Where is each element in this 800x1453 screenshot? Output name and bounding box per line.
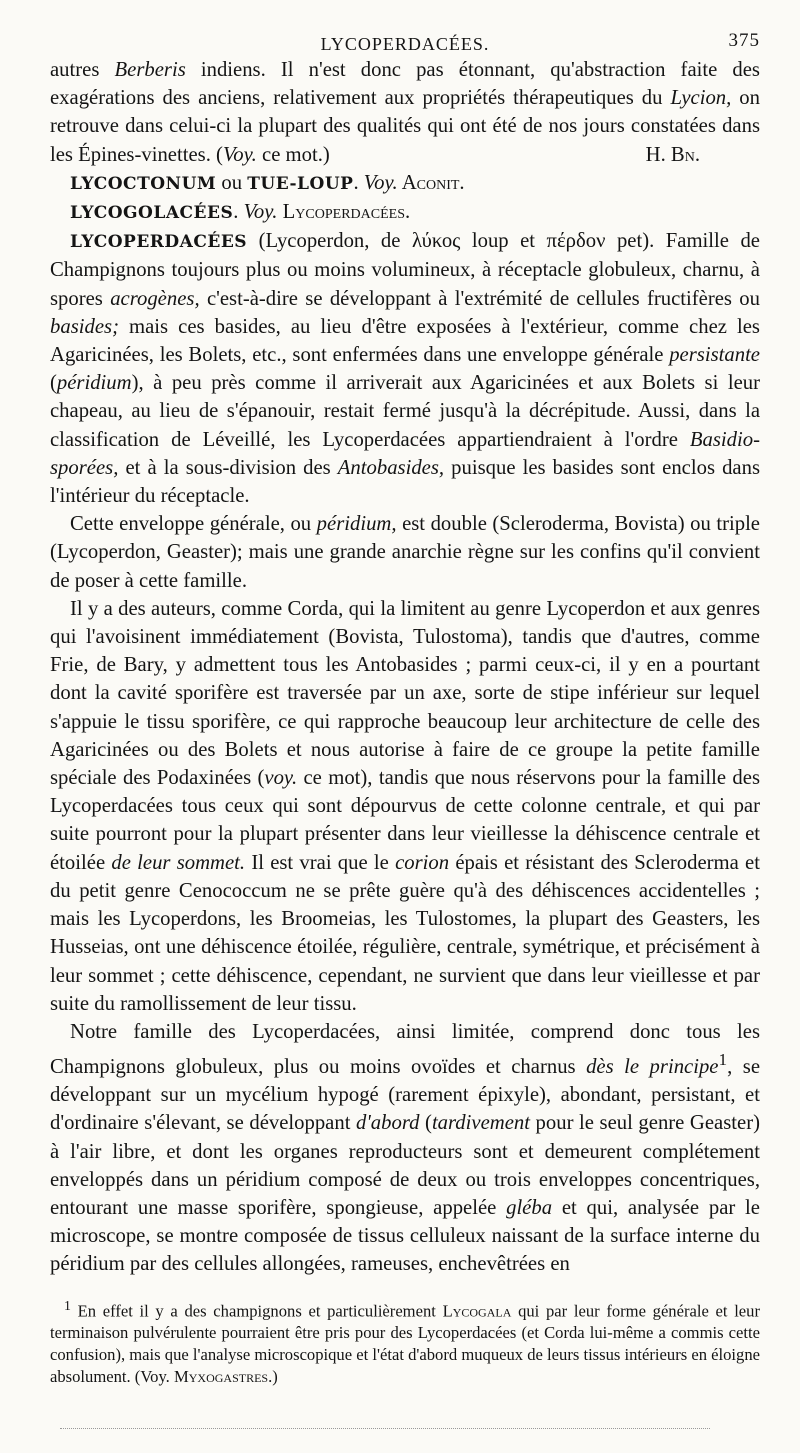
running-title: LYCOPERDACÉES.: [320, 34, 490, 54]
entry-lycoctonum: LYCOCTONUM ou TUE-LOUP. Voy. Aconit.: [70, 171, 465, 194]
entry-headword: LYCOCTONUM: [70, 173, 217, 194]
paragraph-lycion-end: autres Berberis indiens. Il n'est donc pas étonnant, qu'abstraction faite des exagérations des anciens, relativement aux propriétés thérapeutiques du Lycion, on retrouve dans celui-ci la plupart des qualités qui ont été de nos jours constatées dans les Épines-vinettes. (Voy. ce mot.) H. Bn.: [50, 56, 760, 169]
bottom-dotted-rule: [60, 1428, 710, 1429]
footnotes: [50, 1295, 760, 1389]
paragraph-famille: Notre famille des Lycoperdacées, ainsi limitée, comprend donc tous les Champignons globuleux, plus ou moins ovoïdes et charnus dès le principe$^1$, se développant sur un mycélium hypogé (rarement épixyle), abondant, persistant, et d'ordinaire s'élevant, se développant d'abord (tardivement pour le seul genre Geaster) à l'air libre, et dont les organes reproducteurs sont et demeurent complétement enveloppés dans un péridium composé de deux ou trois enveloppes concentriques, entourant une masse sporifère, spongieuse, appelée gléba et qui, analysée par le microscope, se montre composée de tissus celluleux naissant de la surface interne du péridium par des cellules allongées, rameuses, enchevêtrées en: [50, 1020, 761, 1276]
entry-headword: LYCOPERDACÉES: [70, 232, 248, 253]
entry-lycogolacees: LYCOGOLACÉES. Voy. Lycoperdacées.: [70, 201, 411, 224]
paragraph-auteurs: Il y a des auteurs, comme Corda, qui la limitent au genre Lycoperdon et aux genres qui l'avoisinent immédiatement (Bovista, Tulostoma), tandis que d'autres, comme Frie, de Bary, y admettent tous les Antobasides ; parmi ceux-ci, il y en a pourtant dont la cavité sporifère est traversée par un axe, sorte de stipe inférieur sur lequel s'appuie le tissu sporifère, ce qui rapproche beaucoup leur architecture de celle des Agaricinées ou des Bolets et nous autorise à faire de ce groupe la petite famille spéciale des Podaxinées (voy. ce mot), tandis que nous réservons pour la famille des Lycoperdacées tous ceux qui sont dépourvus de cette colonne centrale, et qui par suite pourront pour la plupart présenter dans leur vieillesse la déhiscence centrale et étoilée de leur sommet. Il est vrai que le corion épais et résistant des Scleroderma et du petit genre Cenococcum ne se prête guère qu'à des déhiscences accidentelles ; mais les Lycoperdons, les Broomeias, les Tulostomes, la plupart des Geasters, les Husseias, ont une déhiscence étoilée, régulière, centrale, symétrique, et précisément à leur sommet ; cette déhiscence, cependant, ne survient que dans leur vieillesse et par suite du ramollissement de leur tissu.: [50, 597, 760, 1015]
paragraph-peridium: Cette enveloppe générale, ou péridium, est double (Scleroderma, Bovista) ou triple (Lycoperdon, Geaster); mais une grande anarchie règne sur les confins qu'il convient de poser à cette famille.: [50, 513, 760, 592]
entry-lycoperdacees: LYCOPERDACÉES (Lycoperdon, de λύκος loup et πέρδον pet). Famille de Champignons toujours plus ou moins volumineux, à réceptacle globuleux, charnu, à spores acrogènes, c'est-à-dire se développant à l'extrémité de cellules fructifères ou basides; mais ces basides, au lieu d'être exposées à l'extérieur, comme chez les Agaricinées, les Bolets, etc., sont enfermées dans une enveloppe générale persistante (péridium), à peu près comme il arriverait aux Agaricinées et aux Bolets si leur chapeau, au lieu de s'épanouir, restait fermé jusqu'à la décrépitude. Aussi, dans la classification de Léveillé, les Lycoperdacées appartiendraient à l'ordre Basidio-sporées, et à la sous-division des Antobasides, puisque les basides sont enclos dans l'intérieur du réceptacle.: [50, 230, 761, 508]
page-number: 375: [728, 30, 760, 51]
footnote-marker: 1: [64, 1297, 71, 1313]
main-text: [50, 56, 760, 1279]
running-header: [50, 20, 760, 56]
author-signature: H. Bn.: [645, 143, 700, 166]
page: [50, 20, 760, 1388]
entry-headword: LYCOGOLACÉES: [70, 203, 234, 224]
footnote-ref: 1: [718, 1050, 728, 1070]
footnote-1: $^1$ En effet il y a des champignons et particulièrement Lycogala qui par leur forme générale et leur terminaison pulvérulente pourraient être pris pour des Lycoperdacées (et Corda lui-même a commis cette confusion), mais que l'analyse microscopique et l'état d'abord muqueux de leurs tissus intérieurs en éloigne absolument. (Voy. Myxogastres.): [50, 1297, 760, 1387]
